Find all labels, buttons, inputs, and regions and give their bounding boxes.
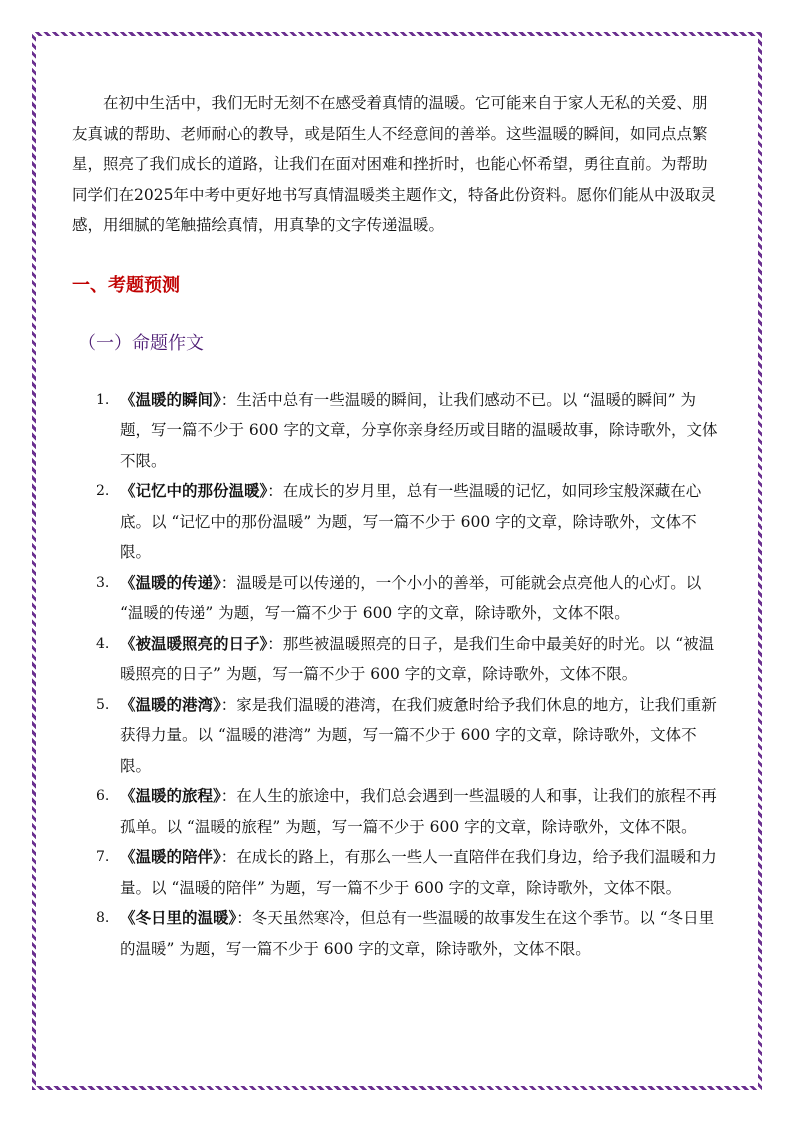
item-number: 4. (96, 635, 110, 652)
subsection-title: （一）命题作文 (78, 332, 204, 354)
item-number: 8. (96, 910, 110, 926)
item-text: ：冬天虽然寒冷，但总有一些温暖的故事发生在这个季节。以 “冬日里的温暖” 为题，写一篇不少于 600 字的文章，除诗歌外，文体不限。 (120, 909, 715, 958)
document-body (72, 88, 722, 964)
item-title: 《温暖的瞬间》 (120, 389, 221, 409)
item-title: 《温暖的传递》 (120, 572, 221, 592)
list-item (72, 903, 722, 964)
item-title: 《温暖的港湾》 (120, 694, 221, 714)
list-item (72, 385, 722, 477)
prompt-list (72, 385, 722, 965)
item-number: 2. (96, 483, 110, 499)
item-title: 《被温暖照亮的日子》 (120, 633, 268, 653)
item-text: ：家是我们温暖的港湾，在我们疲惫时给予我们休息的地方，让我们重新获得力量。以 “温暖的港湾” 为题，写一篇不少于 600 字的文章，除诗歌外，文体不限。 (120, 695, 717, 775)
list-item (72, 781, 722, 842)
item-text: ：生活中总有一些温暖的瞬间，让我们感动不已。以 “温暖的瞬间” 为题，写一篇不少于 600 字的文章，分享你亲身经历或目睹的温暖故事，除诗歌外，文体不限。 (120, 390, 718, 470)
item-text: ：在成长的岁月里，总有一些温暖的记忆，如同珍宝般深藏在心底。以 “记忆中的那份温暖” 为题，写一篇不少于 600 字的文章，除诗歌外，文体不限。 (120, 482, 702, 561)
list-item (72, 842, 722, 903)
item-number: 1. (96, 391, 110, 408)
list-item (72, 690, 722, 782)
item-text: ：在成长的路上，有那么一些人一直陪伴在我们身边，给予我们温暖和力量。以 “温暖的陪伴” 为题，写一篇不少于 600 字的文章，除诗歌外，文体不限。 (120, 848, 717, 897)
item-title: 《温暖的陪伴》 (120, 847, 221, 866)
list-item (72, 629, 722, 690)
item-text: ：在人生的旅途中，我们总会遇到一些温暖的人和事，让我们的旅程不再孤单。以 “温暖的旅程” 为题，写一篇不少于 600 字的文章，除诗歌外，文体不限。 (120, 787, 717, 836)
intro-paragraph: 在初中生活中，我们无时无刻不在感受着真情的温暖。它可能来自于家人无私的关爱、朋友真诚的帮助、老师耐心的教导，或是陌生人不经意间的善举。这些温暖的瞬间，如同点点繁星，照亮了我们成长的道路，让我们在面对困难和挫折时，也能心怀希望，勇往直前。为帮助同学们在2025年中考中更好地书写真情温暖类主题作文，特备此份资料。愿你们能从中汲取灵感，用细腻的笔触描绘真情，用真挚的文字传递温暖。 (72, 94, 716, 234)
section-title: 一、考题预测 (72, 274, 180, 296)
item-number: 3. (96, 574, 110, 591)
item-title: 《冬日里的温暖》 (120, 908, 237, 927)
item-text: ：那些被温暖照亮的日子，是我们生命中最美好的时光。以 “被温暖照亮的日子” 为题，写一篇不少于 600 字的文章，除诗歌外，文体不限。 (120, 634, 715, 683)
item-number: 5. (96, 696, 110, 713)
list-item (72, 476, 722, 568)
item-title: 《记忆中的那份温暖》 (120, 481, 268, 500)
item-title: 《温暖的旅程》 (120, 786, 221, 805)
list-item (72, 568, 722, 629)
item-number: 6. (96, 788, 110, 804)
item-text: ：温暖是可以传递的，一个小小的善举，可能就会点亮他人的心灯。以 “温暖的传递” 为题，写一篇不少于 600 字的文章，除诗歌外，文体不限。 (120, 573, 702, 622)
item-number: 7. (96, 849, 110, 865)
